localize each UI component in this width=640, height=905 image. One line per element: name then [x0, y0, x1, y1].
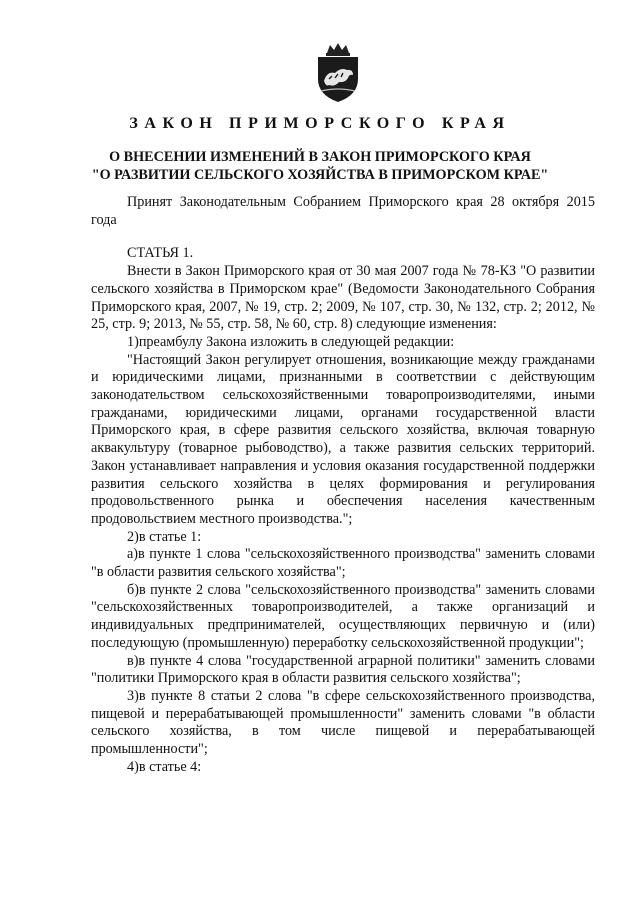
paragraph-item-3: 3)в пункте 8 статьи 2 слова "в сфере сельскохозяйственного производства, пищевой и перерабатывающей промышленности" заменить словами "в области сельского хозяйства, в том числе пищевой и перерабатывающей промышленности"; [91, 687, 595, 758]
law-subtitle [60, 148, 580, 184]
adoption-statement: Принят Законодательным Собранием Приморского края 28 октября 2015 года [91, 194, 595, 228]
paragraph-item-1: 1)преамбулу Закона изложить в следующей редакции: [127, 333, 455, 350]
paragraph-item-2a: а)в пункте 1 слова "сельскохозяйственного производства" заменить словами "в области развития сельского хозяйства"; [91, 546, 595, 581]
paragraph-preamble: "Настоящий Закон регулирует отношения, возникающие между гражданами и юридическими лицами, признанными в соответствии с действующим законодательством сельскохозяйственными товаропроизводителями, иными гражданами, юридическими лицами, органами государственной власти Приморского края, в сфере развития сельского хозяйства, включая товарную аквакультуру (товарное рыбоводство), а также развития сельских территорий. Закон устанавливает направления и условия оказания государственной поддержки развития сельского хозяйства в целях формирования и регулирования продовольственного рынка и обеспечения населения качественным продовольствием местного производства."; [91, 351, 595, 527]
paragraph-intro: Внести в Закон Приморского края от 30 мая 2007 года № 78-КЗ "О развитии сельского хозяйства в Приморском крае" (Ведомости Законодательного Собрания Приморского края, 2007, № 19, стр. 2; 2009, № 107, стр. 30, № 132, стр. 2; 2012, № 25, стр. 9; 2013, № 55, стр. 58, № 60, стр. 8) следующие изменения: [91, 263, 595, 333]
paragraph-item-4: 4)в статье 4: [127, 758, 202, 775]
paragraph-item-2: 2)в статье 1: [127, 528, 202, 545]
paragraph-item-2v: в)в пункте 4 слова "государственной аграрной политики" заменить словами "политики Приморского края в области развития сельского хозяйства"; [91, 652, 595, 687]
document-body [91, 194, 595, 777]
subtitle-line-1: О ВНЕСЕНИИ ИЗМЕНЕНИЙ В ЗАКОН ПРИМОРСКОГО КРАЯ [109, 149, 531, 165]
paragraph-item-2b: б)в пункте 2 слова "сельскохозяйственного производства" заменить словами "сельскохозяйственных товаропроизводителей, а также организаций и индивидуальных предпринимателей, осуществляющих первичную и (или) последующую (промышленную) переработку сельскохозяйственной продукции"; [91, 581, 595, 651]
primorsky-coat-of-arms-icon [315, 43, 361, 103]
article-heading: СТАТЬЯ 1. [127, 245, 194, 262]
law-title: ЗАКОН ПРИМОРСКОГО КРАЯ [129, 115, 511, 132]
subtitle-line-2: "О РАЗВИТИИ СЕЛЬСКОГО ХОЗЯЙСТВА В ПРИМОРСКОМ КРАЕ" [91, 167, 549, 183]
